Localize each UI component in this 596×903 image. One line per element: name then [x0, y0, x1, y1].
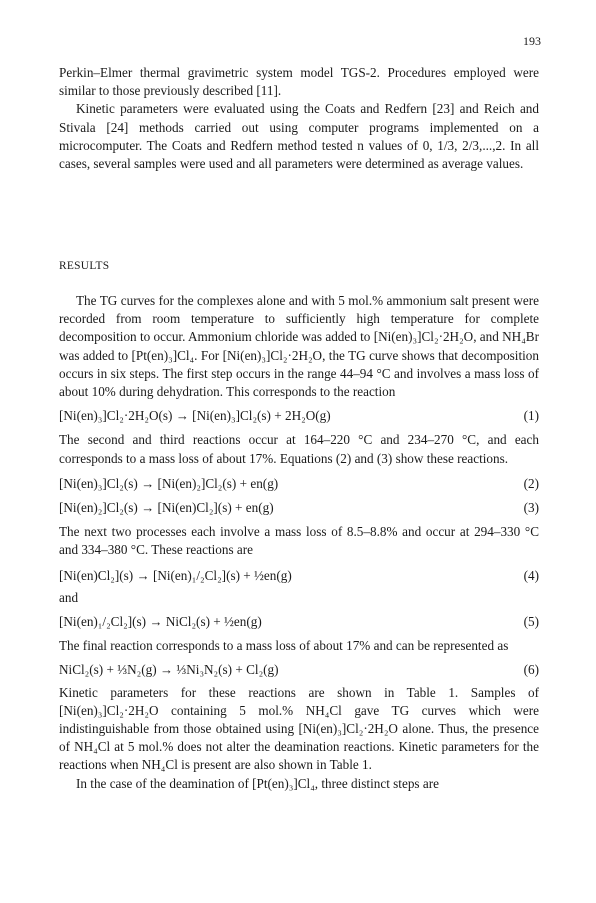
results-paragraph-1: The TG curves for the complexes alone and with 5 mol.% ammonium salt present were recorded from room temperature to sufficiently high temperature for complete decomposition to occur. Ammonium chloride was added to [Ni(en)₃]Cl₂·2H₂O, and NH₄Br was added to [Pt(en)₃]Cl₄. For [Ni(en)₃]Cl₂·2H₂O, the TG curve shows that decomposition occurs in six steps. The first step occurs in the range 44–94 °C and involves a mass loss of about 10% during dehydration. This corresponds to the reaction — [59, 293, 539, 400]
equation-2-number: (2) — [523, 475, 539, 491]
equation-1-number: (1) — [523, 408, 539, 424]
equation-5-text: [Ni(en)₁/₂Cl₂](s) → NiCl₂(s) + ½en(g) — [59, 614, 262, 630]
equation-6-number: (6) — [523, 662, 539, 678]
results-paragraph-2: The second and third reactions occur at 164–220 °C and 234–270 °C, and each corresponds to a mass loss of about 17%. Equations (2) and (3) show these reactions. — [59, 432, 539, 466]
equation-2-text: [Ni(en)₃]Cl₂(s) → [Ni(en)₂]Cl₂(s) + en(g) — [59, 475, 279, 491]
equation-3-number: (3) — [523, 500, 539, 516]
equation-3 — [59, 499, 539, 517]
equation-5-number: (5) — [523, 614, 539, 630]
results-paragraph-6: In the case of the deamination of [Pt(en)₃]Cl₄, three distinct steps are — [76, 775, 439, 791]
results-paragraph-3: The next two processes each involve a mass loss of 8.5–8.8% and occur at 294–330 °C and 334–380 °C. These reactions are — [59, 524, 539, 558]
intro-paragraph-1: Perkin–Elmer thermal gravimetric system model TGS-2. Procedures employed were similar to those previously described [11]. — [59, 65, 539, 99]
results-paragraph-4: The final reaction corresponds to a mass loss of about 17% and can be represented as — [59, 638, 509, 654]
equation-6 — [59, 661, 539, 679]
and-connector: and — [59, 589, 79, 605]
section-heading: RESULTS — [59, 260, 110, 272]
intro-section — [59, 64, 539, 173]
equation-1 — [59, 407, 539, 425]
equation-3-text: [Ni(en)₂]Cl₂(s) → [Ni(en)Cl₂](s) + en(g) — [59, 500, 274, 516]
equation-5 — [59, 613, 539, 631]
page-number: 193 — [523, 34, 541, 48]
equation-4-number: (4) — [523, 567, 539, 583]
results-section — [59, 292, 539, 793]
intro-paragraph-2: Kinetic parameters were evaluated using the Coats and Redfern [23] and Reich and Stivala [24] methods carried out using computer programs implemented on a microcomputer. The Coats and Redfern method tested n values of 0, 1/3, 2/3,...,2. In all cases, several samples were used and all parameters were determined as average values. — [59, 101, 539, 172]
equation-1-text: [Ni(en)₃]Cl₂·2H₂O(s) → [Ni(en)₃]Cl₂(s) + 2H₂O(g) — [59, 408, 331, 424]
equation-2 — [59, 475, 539, 493]
equation-4 — [59, 567, 539, 585]
results-paragraph-5: Kinetic parameters for these reactions are shown in Table 1. Samples of [Ni(en)₃]Cl₂·2H₂O containing 5 mol.% NH₄Cl gave TG curves which were indistinguishable from those obtained using [Ni(en)₃]Cl₂·2H₂O alone. Thus, the presence of NH₄Cl at 5 mol.% does not alter the deamination reactions. Kinetic parameters for the reactions when NH₄Cl is present are also shown in Table 1. — [59, 684, 539, 773]
equation-6-text: NiCl₂(s) + ⅓N₂(g) → ⅓Ni₃N₂(s) + Cl₂(g) — [59, 662, 279, 678]
equation-4-text: [Ni(en)Cl₂](s) → [Ni(en)₁/₂Cl₂](s) + ½en(g) — [59, 567, 292, 583]
